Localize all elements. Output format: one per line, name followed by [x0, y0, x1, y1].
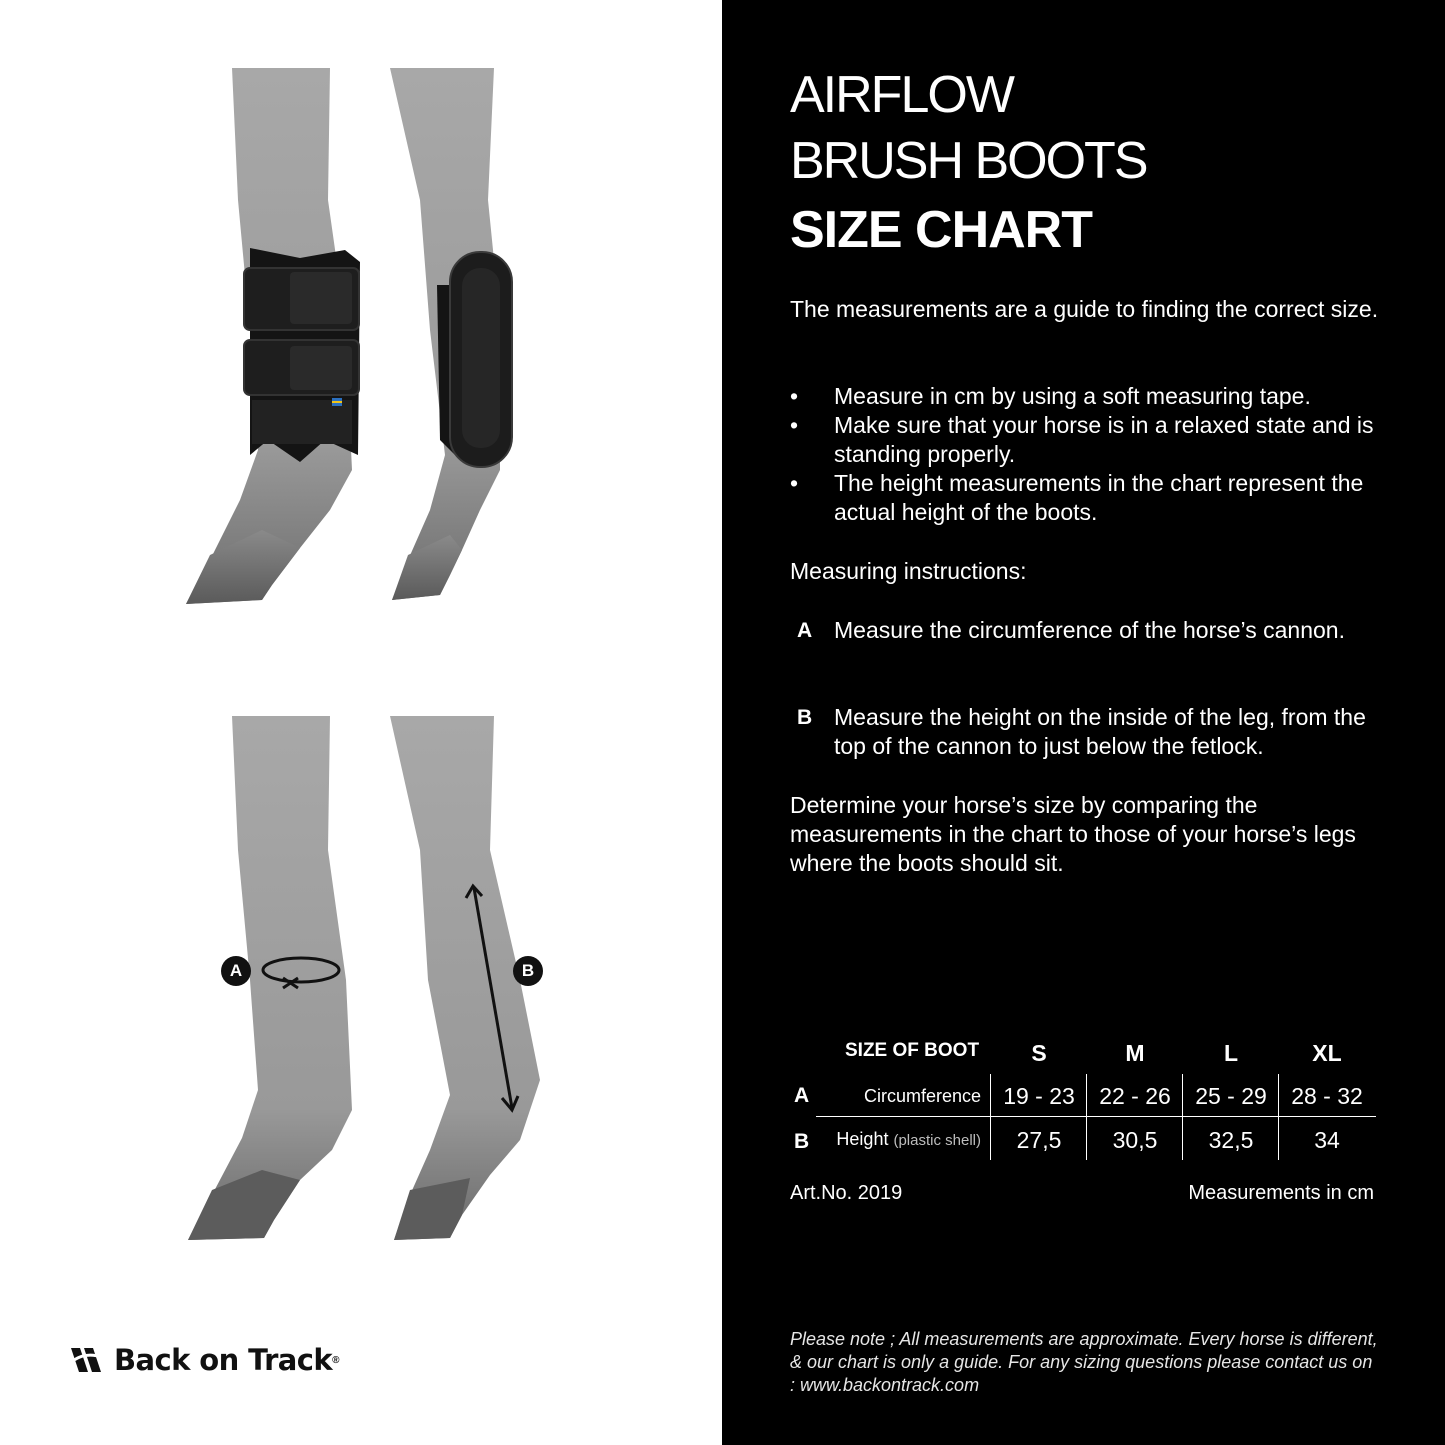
intro-text: The measurements are a guide to finding the correct size. [790, 296, 1379, 322]
row-letter: A [794, 1084, 810, 1107]
bullet-marker: • [790, 470, 799, 496]
table-header-size: XL [1312, 1040, 1342, 1066]
logo-mark-icon [68, 1343, 108, 1377]
brand-logo [68, 1340, 339, 1380]
legs-measuring-illustration [0, 690, 722, 1250]
step-letter: B [797, 706, 813, 729]
units-note: Measurements in cm [1188, 1182, 1374, 1204]
step-text: Measure the circumference of the horse’s cannon. [834, 617, 1345, 643]
guidelines-list [790, 382, 1390, 527]
logo-wordmark: Back on Track [114, 1343, 333, 1377]
table-cell: 22 - 26 [1099, 1083, 1171, 1109]
article-number: Art.No. 2019 [790, 1182, 903, 1204]
disclaimer-note: Please note ; All measurements are approximate. Every horse is different, & our chart is only a guide. For any sizing questions please contact us on : www.backontrack.com [790, 1329, 1378, 1395]
step-a [790, 616, 1390, 645]
size-table [790, 1034, 1380, 1164]
table-header-size: S [1031, 1040, 1047, 1066]
table-divider [990, 1074, 991, 1160]
step-letter: A [797, 619, 813, 642]
illustration-panel [0, 0, 722, 1445]
table-header-size: M [1125, 1040, 1145, 1066]
table-cell: 28 - 32 [1291, 1083, 1363, 1109]
table-cell: 27,5 [1016, 1127, 1062, 1153]
list-item-text: Measure in cm by using a soft measuring tape. [834, 383, 1311, 409]
row-letter: B [794, 1130, 810, 1153]
step-text: Measure the height on the inside of the leg, from the top of the cannon to just below the fetlock. [834, 704, 1366, 759]
list-item [790, 382, 1390, 411]
bullet-marker: • [790, 383, 799, 409]
table-header-size: L [1223, 1040, 1239, 1066]
table-divider [1182, 1074, 1183, 1160]
table-cell: 30,5 [1112, 1127, 1158, 1153]
measure-a-label: A [229, 961, 243, 980]
list-item [790, 411, 1390, 469]
step-b [790, 703, 1390, 761]
title-line-2: BRUSH BOOTS [790, 132, 1147, 190]
title-line-1: AIRFLOW [790, 66, 1013, 124]
table-cell: 19 - 23 [1003, 1083, 1075, 1109]
determine-text: Determine your horse’s size by comparing the measurements in the chart to those of your horse’s legs where the boots should sit. [790, 792, 1356, 876]
table-divider [1278, 1074, 1279, 1160]
instructions-heading: Measuring instructions: [790, 558, 1027, 584]
list-item-text: Make sure that your horse is in a relaxed state and is standing properly. [834, 412, 1374, 467]
title-line-3: SIZE CHART [790, 201, 1092, 259]
registered-mark: ® [332, 1354, 340, 1366]
list-item-text: The height measurements in the chart represent the actual height of the boots. [834, 470, 1364, 525]
row-label-text: Circumference [863, 1086, 981, 1106]
boot-left-illustration [244, 248, 360, 462]
row-label-note: (plastic shell) [893, 1132, 981, 1149]
legs-with-boots-illustration [0, 0, 722, 640]
measure-b-label: B [521, 961, 535, 980]
table-divider [1086, 1074, 1087, 1160]
table-cell: 34 [1314, 1127, 1340, 1153]
row-label [816, 1129, 981, 1150]
bullet-marker: • [790, 412, 799, 438]
page-title [790, 62, 1147, 266]
row-label [816, 1086, 981, 1107]
table-row-divider [816, 1116, 1376, 1117]
list-item [790, 469, 1390, 527]
table-cell: 25 - 29 [1195, 1083, 1267, 1109]
table-header-label: SIZE OF BOOT [845, 1040, 980, 1061]
table-cell: 32,5 [1208, 1127, 1254, 1153]
row-label-text: Height [836, 1129, 889, 1149]
